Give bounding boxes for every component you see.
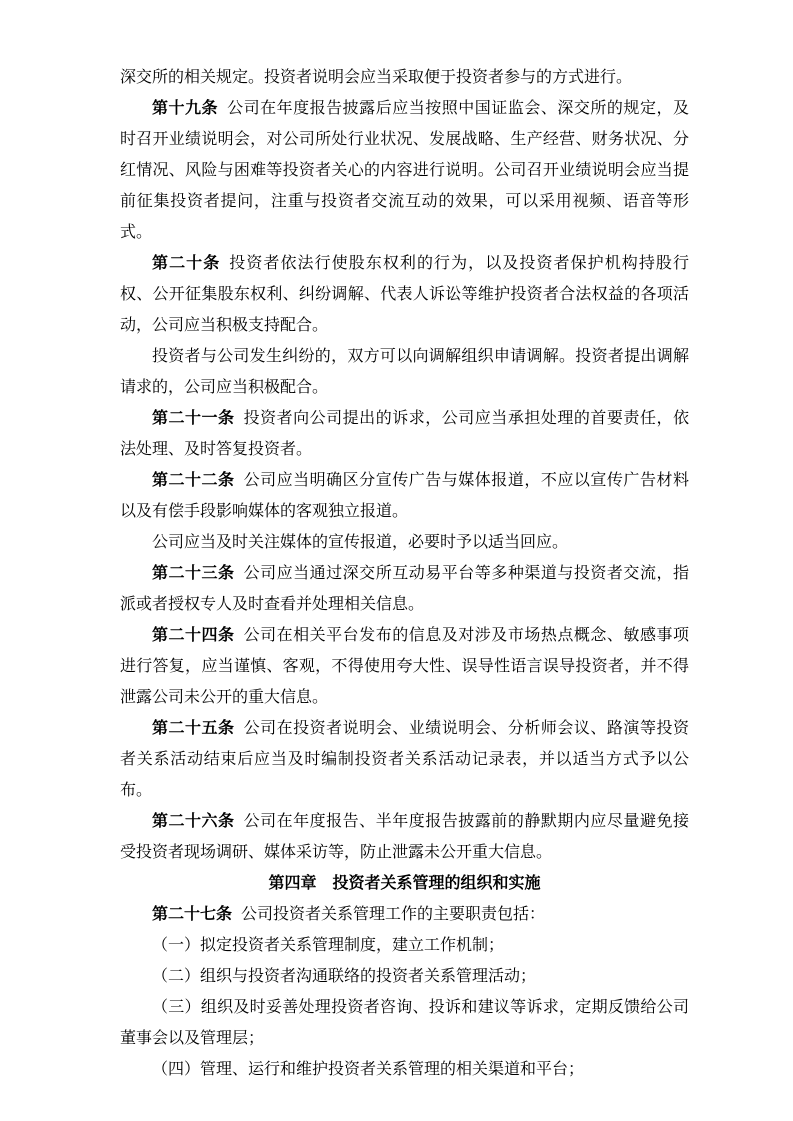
article: 第二十六条 公司在年度报告、半年度报告披露前的静默期内应尽量避免接受投资者现场调研、媒体采访等，防止泄露未公开重大信息。 <box>120 813 689 861</box>
article-number: 第二十五条 <box>152 720 235 737</box>
article-number: 第二十四条 <box>152 627 235 644</box>
article: 第二十三条 公司应当通过深交所互动易平台等多种渠道与投资者交流，指派或者授权专人及时查看并处理相关信息。 <box>120 565 689 613</box>
paragraph: 公司应当及时关注媒体的宣传报道，必要时予以适当回应。 <box>152 534 569 551</box>
article: 第二十条 投资者依法行使股东权利的行为，以及投资者保护机构持股行权、公开征集股东权利、纠纷调解、代表人诉讼等维护投资者合法权益的各项活动，公司应当积极支持配合。 <box>120 255 689 334</box>
article-number: 第二十一条 <box>152 410 235 427</box>
article: 第二十二条 公司应当明确区分宣传广告与媒体报道，不应以宣传广告材料以及有偿手段影响媒体的客观独立报道。 <box>120 472 689 520</box>
document-body <box>120 62 689 1085</box>
article-number: 第二十三条 <box>152 565 235 582</box>
list-item: （一）拟定投资者关系管理制度，建立工作机制； <box>152 937 505 954</box>
continuation: 深交所的相关规定。投资者说明会应当采取便于投资者参与的方式进行。 <box>120 69 633 86</box>
list-item: （四）管理、运行和维护投资者关系管理的相关渠道和平台； <box>152 1061 585 1078</box>
article-number: 第二十七条 <box>152 906 233 923</box>
list-item: （三）组织及时妥善处理投资者咨询、投诉和建议等诉求，定期反馈给公司董事会以及管理层； <box>120 999 689 1047</box>
article-number: 第十九条 <box>152 100 219 117</box>
paragraph: 投资者与公司发生纠纷的，双方可以向调解组织申请调解。投资者提出调解请求的，公司应当积极配合。 <box>120 348 689 396</box>
article: 第二十五条 公司在投资者说明会、业绩说明会、分析师会议、路演等投资者关系活动结束后应当及时编制投资者关系活动记录表，并以适当方式予以公布。 <box>120 720 689 799</box>
article: 第二十七条 公司投资者关系管理工作的主要职责包括： <box>152 906 546 923</box>
article: 第二十一条 投资者向公司提出的诉求，公司应当承担处理的首要责任，依法处理、及时答复投资者。 <box>120 410 689 458</box>
article: 第二十四条 公司在相关平台发布的信息及对涉及市场热点概念、敏感事项进行答复，应当谨慎、客观，不得使用夸大性、误导性语言误导投资者，并不得泄露公司未公开的重大信息。 <box>120 627 689 706</box>
article: 第十九条 公司在年度报告披露后应当按照中国证监会、深交所的规定，及时召开业绩说明会，对公司所处行业状况、发展战略、生产经营、财务状况、分红情况、风险与困难等投资者关心的内容进行说明。公司召开业绩说明会应当提前征集投资者提问，注重与投资者交流互动的效果，可以采用视频、语音等形式。 <box>120 100 689 241</box>
chapter-heading: 第四章 投资者关系管理的组织和实施 <box>268 875 541 892</box>
list-item: （二）组织与投资者沟通联络的投资者关系管理活动； <box>152 968 537 985</box>
article-number: 第二十二条 <box>152 472 235 489</box>
article-number: 第二十六条 <box>152 813 235 830</box>
article-number: 第二十条 <box>152 255 221 272</box>
